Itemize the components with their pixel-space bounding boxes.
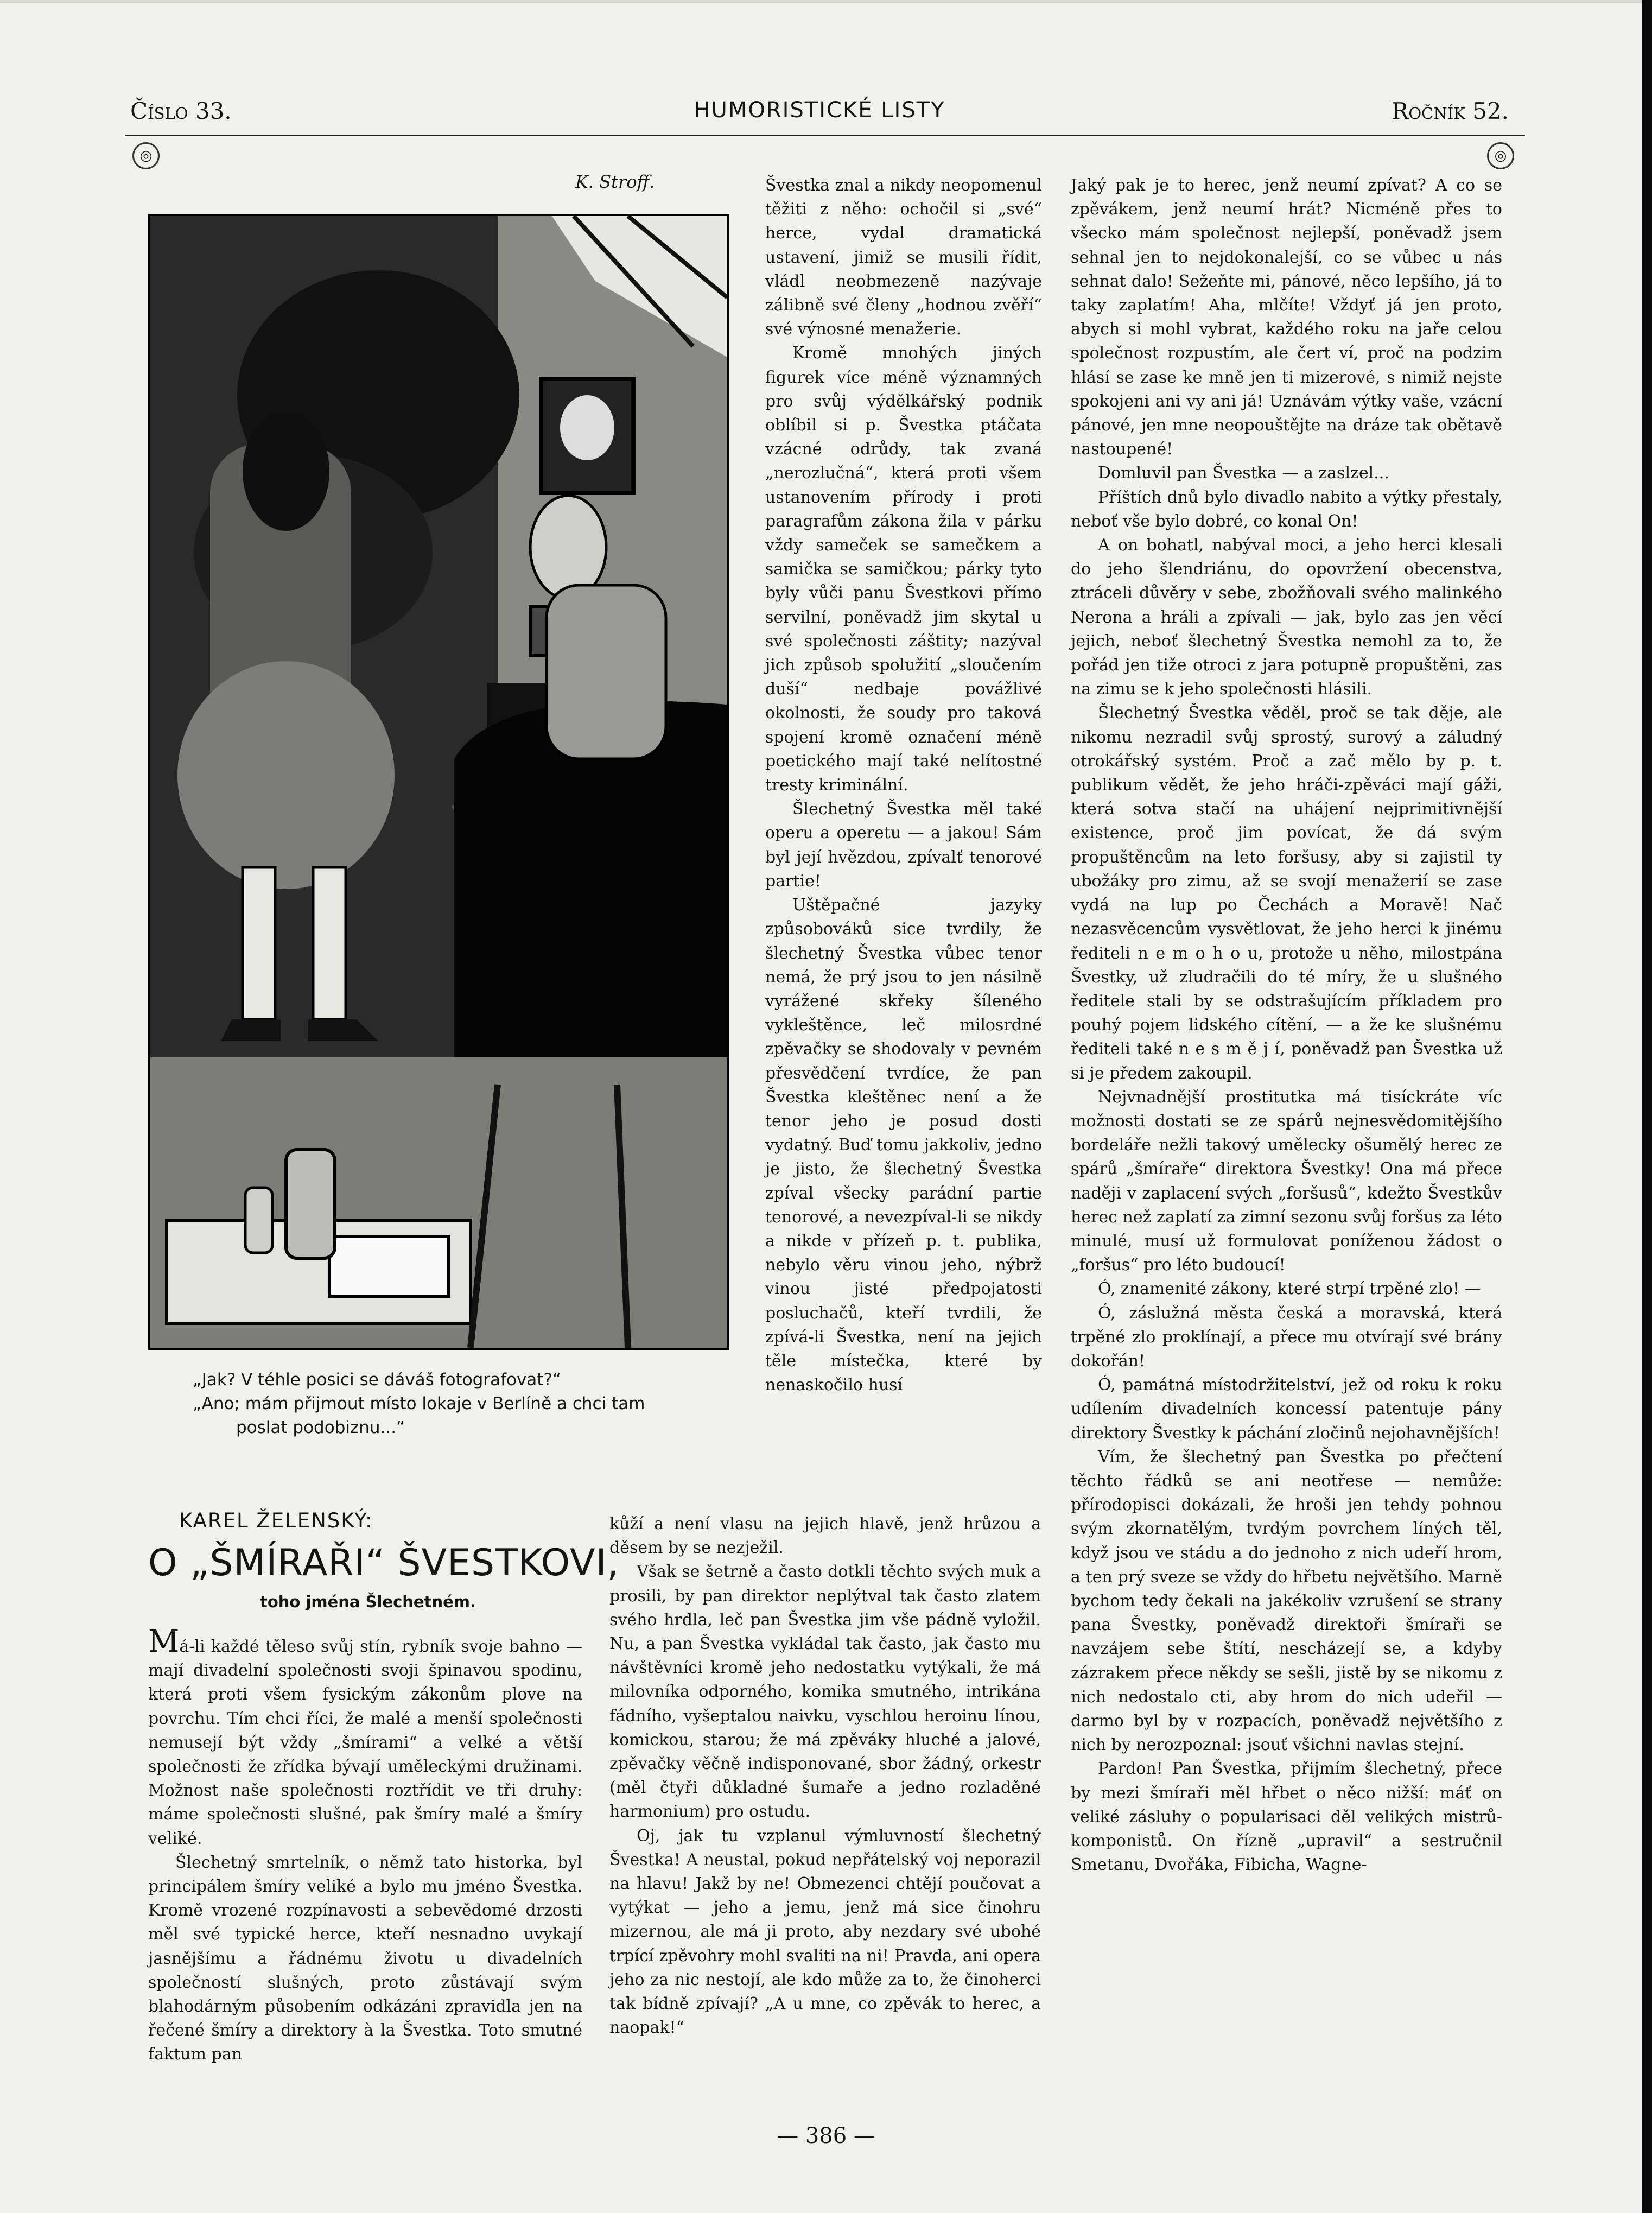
paragraph: Pardon! Pan Švestka, přijmím šlechetný, přece by mezi šmíraři měl hřbet o něco nižší: máť on veliké zásluhy o popularisaci děl velikých mistrů-komponistů. On řízně „upravil“ a sestručnil Smetanu, Dvořáka, Fibicha, Wagne-: [1071, 1759, 1502, 1875]
illustration-photographer: [148, 214, 729, 1350]
paragraph: Ó, památná místodržitelství, jež od roku k roku udílením divadelních koncessí patentuje pány direktory Švestky k páchání zločinů nejohavnějších!: [1071, 1375, 1502, 1443]
binding-hole-icon: ◎: [132, 142, 160, 169]
article-title: O „ŠMÍRAŘI“ ŠVESTKOVI,: [148, 1542, 620, 1584]
scan-right-edge: [1642, 0, 1652, 2213]
paragraph: Příštích dnů bylo divadlo nabito a výtky přestaly, neboť vše bylo dobré, co konal On!: [1071, 487, 1502, 531]
artist-signature: K. Stroff.: [575, 172, 655, 192]
page-top-edge: [0, 0, 1652, 3]
paragraph: Jaký pak je to herec, jenž neumí zpívat? A co se zpěvákem, jenž neumí hrát? Nicméně přes to všecko mám společnost nejlepší, poněvadž jsem sehnal jen to nejdokonalejší, co se vůbec u nás sehnat dalo! Sežeňte mi, pánové, něco lepšího, já to taky zaplatím! Aha, mlčíte! Vždyť já jen proto, abych si mohl vybrat, každého roku na jaře celou společnost rozpustím, ale čert ví, proč na podzim hlásí se zase ke mně jen ti mizerové, s nimiž nejste spokojeni ani vy ani já! Uznávám výtky vaše, vzácní pánové, jen mne neopouštějte na dráze tak obětavě nastoupené!: [1071, 176, 1502, 459]
paragraph: Domluvil pan Švestka — a zaslzel...: [1098, 464, 1389, 483]
paragraph: Švestka znal a nikdy neopomenul těžiti z něho: ochočil si „své“ herce, vydal dramatická ustavení, jimiž se musili řídit, vládl neobmezeně nazývaje zálibně své členy „hodnou zvěří“ své výnosné menažerie.: [765, 176, 1042, 339]
paragraph: Šlechetný Švestka věděl, proč se tak děje, ale nikomu nezradil svůj sprostý, surový a záludný otrokářský systém. Proč a zač mělo by p. t. publikum vědět, že jeho hráči-zpěváci mají gáži, která sotva stačí na uhájení nejprimitivnější existence, proč jim povícat, že dá svým propuštěncům na leto foršusy, aby si zajistil ty ubožáky pro zimu, až se svojí menažerií se zase vydá na lup po Čechách a Moravě! Nač nezasvěcencům vysvětlovat, že jeho herci k jinému řediteli n e m o h o u, protože u něho, milostpána Švestky, už zludračili do té míry, že u slušného ředitele stali by se odstrašujícím příkladem pro pouhý pojem lidského cítění, — a že ke slušnému řediteli také n e s m ě j í, poněvadž pan Švestka už si je předem zakoupil.: [1071, 703, 1502, 1083]
paragraph: Šlechetný smrtelník, o němž tato historka, byl principálem šmíry veliké a bylo mu jméno Švestka. Kromě vrozené rozpínavosti a sebevědomé drzosti měl své typické herce, kteří nesnadno uvykají jasnějšímu a řádnému životu u divadelních společností slušných, proto zůstávají svým blahodárným působením odkázáni zpravidla jen na řečené šmíry a direktory à la Švestka. Toto smutné faktum pan: [148, 1853, 582, 2064]
paragraph: Vím, že šlechetný pan Švestka po přečtení těchto řádků se ani neotřese — nemůže: přírodopisci dokázali, že hroši jen tehdy pohnou svým zkornatělým, tvrdým povrchem líných těl, když jsou ve stádu a do jednoho z nich udeří hrom, a ten prý sveze se vždy do hřbetu největšího. Marně bychom tedy čekali na jakékoliv vzrušení se strany pana Švestky, poněvadž direktoři šmíraři se navzájem sebe štítí, nescházejí se, a kdyby zázrakem přece někdy se sešli, jistě by se nikomu z nich nedostalo cti, aby hrom do nich udeřil — darmo byl by v rozpacích, poněvadž největšího z nich by nerozpoznal: jsouť všichni navlas stejní.: [1071, 1447, 1502, 1755]
paragraph: Však se šetrně a často dotkli těchto svých muk a prosili, by pan direktor neplýtval tak často zlatem svého hrdla, leč pan Švestka jim vše pádně vyložil. Nu, a pan Švestka vykládal tak často, jak často mu návštěvníci kromě jeho nedostatku vytýkali, že má milovníka odporného, komika smutného, intrikána fádního, vyšeptalou naivku, vyschlou heroinu línou, komickou, starou; že má zpěváky hluché a jalové, zpěvačky věčně indisponované, sbor žádný, orkestr (měl čtyři důkladné šumaře a jedno rozladěné harmonium) pro ostudu.: [609, 1562, 1041, 1822]
paragraph: Šlechetný Švestka měl také operu a operetu — a jakou! Sám byl její hvězdou, zpívalť tenorové partie!: [765, 800, 1042, 891]
issue-number: Číslo 33.: [130, 98, 232, 124]
paragraph: Má-li každé těleso svůj stín, rybník svoje bahno — mají divadelní společnosti svoji špinavou spodinu, která proti všem fysickým zákonům plove na povrchu. Tím chci říci, že malé a menší společnosti nemusejí být vždy „šmírami“ a velké a větší společnosti že zřídka bývají uměleckými družinami. Možnost naše společnosti roztřídit ve tři druhy: máme společnosti slušné, pak šmíry malé a šmíry veliké.: [148, 1624, 582, 1848]
article-column-2-bottom: [609, 1512, 1041, 2040]
paragraph: kůží a není vlasu na jejich hlavě, jenž hrůzou a děsem by se nezježil.: [609, 1514, 1041, 1558]
paragraph: Kromě mnohých jiných figurek více méně významných pro svůj výdělkářský podnik oblíbil si p. Švestka ptáčata vzácné odrůdy, tak zvaná „nerozlučná“, která proti všem ustanovením přírody i proti paragrafům zákona žila v párku vždy sameček se samečkem a samička se samičkou; párky tyto byly vůči panu Švestkovi přímo servilní, poněvadž jim skytal u své společnosti záštity; nazýval jich způsob spolužití „sloučením duší“ nedbaje povážlivé okolnosti, že soudy pro taková spojení kromě označení méně poetického mají také nelítostné tresty kriminální.: [765, 344, 1042, 795]
caption-line: „Jak? V téhle posici se dáváš fotografovat?“: [193, 1370, 561, 1390]
paragraph: Ó, záslužná města česká a moravská, která trpěné zlo proklínají, a přece mu otvírají své brány dokořán!: [1071, 1303, 1502, 1371]
article-subtitle: toho jména Šlechetném.: [260, 1593, 476, 1611]
paragraph: Nejvnadnější prostitutka má tisíckráte víc možnosti dostati se ze spárů nejnesvědomitějšího bordeláře nežli takový umělecky ošumělý herec ze spárů „šmíraře“ direktora Švestky! Ona má přece naději v zaplacení svých „foršusů“, kdežto Švestkův herec než zaplatí za zimní sezonu svůj foršus za léto minulé, musí už formulovat poníženou žádost o „foršus“ pro léto budoucí!: [1071, 1087, 1502, 1275]
page-header: [130, 98, 1509, 136]
article-column-2-top: [765, 174, 1042, 1397]
header-rule: [125, 135, 1525, 136]
paragraph: Uštěpačné jazyky způsobováků sice tvrdily, že šlechetný Švestka vůbec tenor nemá, že prý jsou to jen násilně vyrážené skřeky šíleného vykleštěnce, leč milosrdné zpěvačky se shodovaly v pevném přesvědčení tvrdíce, že pan Švestka kleštěnec není a že tenor jeho je posud dosti vydatný. Buď tomu jakkoliv, jedno je jisto, že šlechetný Švestka zpíval všecky parádní partie tenorové, a nevezpíval-li se nikdy a nikde v přízeň p. t. publika, nebylo věru vinou jeho, nýbrž vinou jisté předpojatosti posluchačů, kteří tvrdili, že zpívá-li Švestka, není na jejich těle místečka, které by nenaskočilo husí: [765, 896, 1042, 1395]
caption-line: „Ano; mám přijmout místo lokaje v Berlíně a chci tam: [193, 1394, 645, 1413]
article-column-1: [148, 1624, 582, 2067]
paragraph: A on bohatl, nabýval moci, a jeho herci klesali do jeho šlendriánu, do opovržení obecenstva, ztráceli důvěry v sebe, zbožňovali svého malinkého Nerona a hráli a zpívali — jak, bylo zas jen věcí jejich, neboť šlechetný Švestka nemohl za to, že pořád jen tiže otroci z jara potupně propuštěni, zas na zimu se k jeho společnosti hlásili.: [1071, 536, 1502, 699]
paragraph: Oj, jak tu vzplanul výmluvností šlechetný Švestka! A neustal, pokud nepřátelský voj neporazil na hlavu! Jakž by ne! Obmezenci chtějí poučovat a vytýkat — jeho a jemu, jenž má sice činohru mizernou, ale má ji proto, aby nezdary své ubohé trpící zpěvohry mohl svaliti na ni! Pravda, ani opera jeho za nic nestojí, ale kdo může za to, že činoherci tak bídně zpívají? „A u mne, co zpěvák to herec, a naopak!“: [609, 1826, 1041, 2038]
volume-number: Ročník 52.: [1391, 98, 1509, 124]
drop-cap: M: [148, 1624, 180, 1659]
illustration-drawing: [150, 216, 727, 1348]
caption-line: poslat podobiznu...“: [236, 1418, 405, 1437]
paragraph: Ó, znamenité zákony, které strpí trpěné zlo! —: [1098, 1279, 1481, 1299]
page-number: — 386 —: [777, 2123, 875, 2148]
article-author: KAREL ŽELENSKÝ:: [179, 1509, 373, 1532]
article-column-3: [1071, 174, 1502, 1877]
binding-hole-icon: ◎: [1487, 142, 1514, 169]
magazine-title: HUMORISTICKÉ LISTY: [694, 98, 945, 123]
illustration-caption: [193, 1368, 735, 1440]
